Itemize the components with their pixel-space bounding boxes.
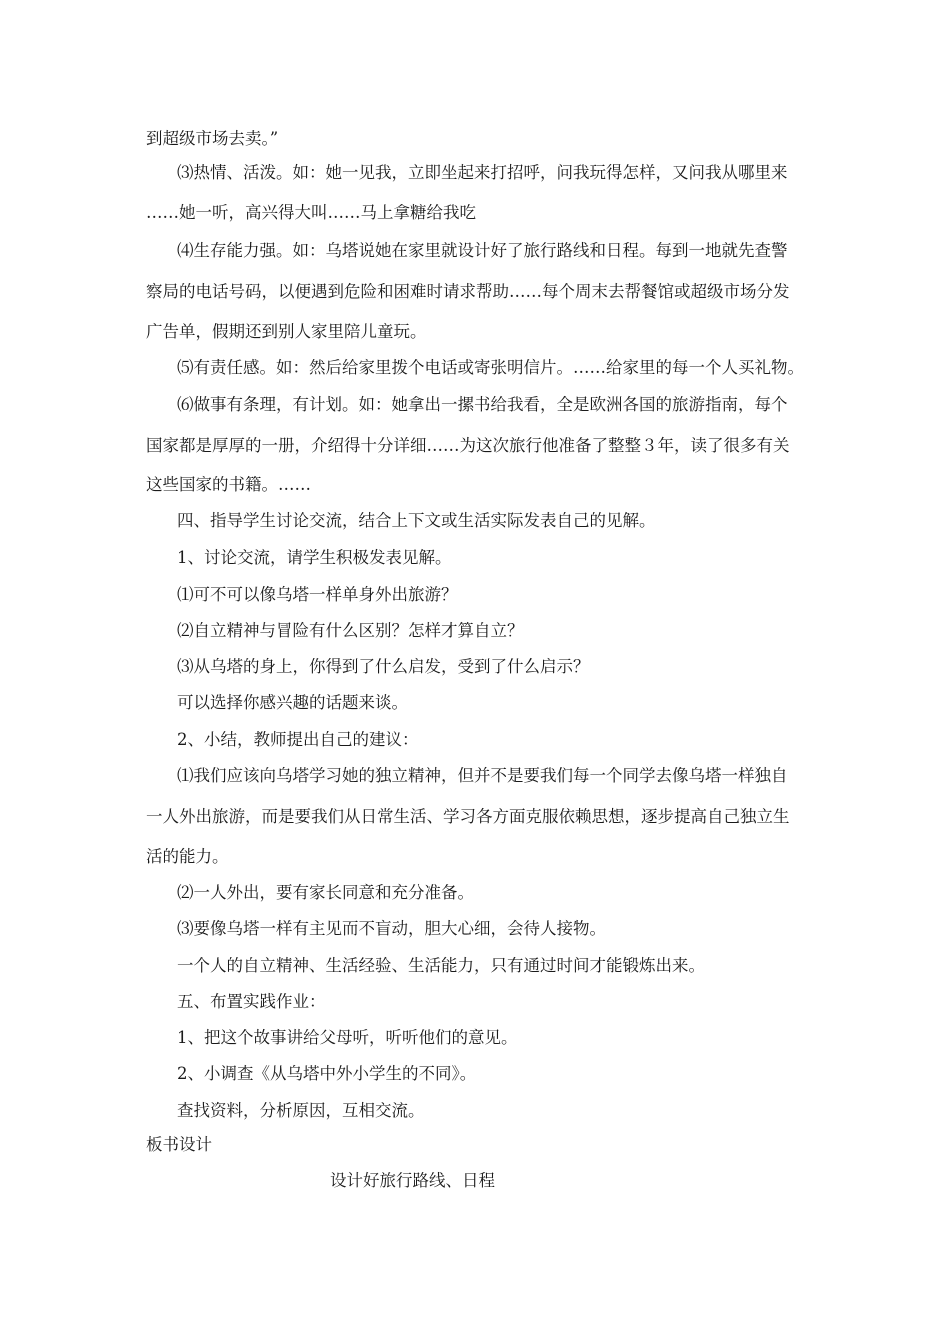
- text-line-24: 五、布置实践作业：: [177, 992, 326, 1011]
- text-line-2: ⑶热情、活泼。如：她一见我，立即坐起来打招呼，问我玩得怎样，又问我从哪里来: [177, 163, 788, 182]
- text-line-4: ⑷生存能力强。如：乌塔说她在家里就设计好了旅行路线和日程。每到一地就先查警: [177, 241, 788, 260]
- text-line-19: 一人外出旅游，而是要我们从日常生活、学习各方面克服依赖思想，逐步提高自己独立生: [146, 807, 790, 826]
- text-line-11: 四、指导学生讨论交流，结合上下文或生活实际发表自己的见解。: [177, 511, 656, 530]
- text-line-16: 可以选择你感兴趣的话题来谈。: [177, 693, 408, 712]
- text-line-27: 查找资料，分析原因，互相交流。: [177, 1101, 425, 1120]
- text-line-1: 到超级市场去卖。”: [146, 129, 279, 148]
- text-line-6: 广告单，假期还到别人家里陪儿童玩。: [146, 322, 427, 341]
- text-line-10: 这些国家的书籍。……: [146, 475, 311, 494]
- section-heading-board-design: 板书设计: [146, 1135, 212, 1154]
- text-line-12: 1、讨论交流，请学生积极发表见解。: [177, 548, 452, 567]
- text-line-22: ⑶要像乌塔一样有主见而不盲动，胆大心细，会待人接物。: [177, 919, 606, 938]
- text-line-13: ⑴可不可以像乌塔一样单身外出旅游？: [177, 585, 458, 604]
- text-line-15: ⑶从乌塔的身上，你得到了什么启发，受到了什么启示？: [177, 657, 590, 676]
- text-line-26: 2、小调查《从乌塔中外小学生的不同》。: [177, 1064, 477, 1083]
- text-line-7: ⑸有责任感。如：然后给家里拨个电话或寄张明信片。……给家里的每一个人买礼物。: [177, 358, 804, 377]
- board-design-text: 设计好旅行路线、日程: [330, 1171, 495, 1190]
- text-line-20: 活的能力。: [146, 847, 229, 866]
- text-line-25: 1、把这个故事讲给父母听，听听他们的意见。: [177, 1028, 518, 1047]
- text-line-17: 2、小结，教师提出自己的建议：: [177, 730, 419, 749]
- text-line-14: ⑵自立精神与冒险有什么区别？怎样才算自立？: [177, 621, 524, 640]
- text-line-23: 一个人的自立精神、生活经验、生活能力，只有通过时间才能锻炼出来。: [177, 956, 705, 975]
- text-line-18: ⑴我们应该向乌塔学习她的独立精神，但并不是要我们每一个同学去像乌塔一样独自: [177, 766, 788, 785]
- text-line-21: ⑵一人外出，要有家长同意和充分准备。: [177, 883, 474, 902]
- text-line-5: 察局的电话号码，以便遇到危险和困难时请求帮助……每个周末去帮餐馆或超级市场分发: [146, 282, 790, 301]
- text-line-3: ……她一听，高兴得大叫……马上拿糖给我吃: [146, 203, 476, 222]
- text-line-9: 国家都是厚厚的一册，介绍得十分详细……为这次旅行他准备了整整３年，读了很多有关: [146, 436, 790, 455]
- text-line-8: ⑹做事有条理，有计划。如：她拿出一摞书给我看，全是欧洲各国的旅游指南，每个: [177, 395, 788, 414]
